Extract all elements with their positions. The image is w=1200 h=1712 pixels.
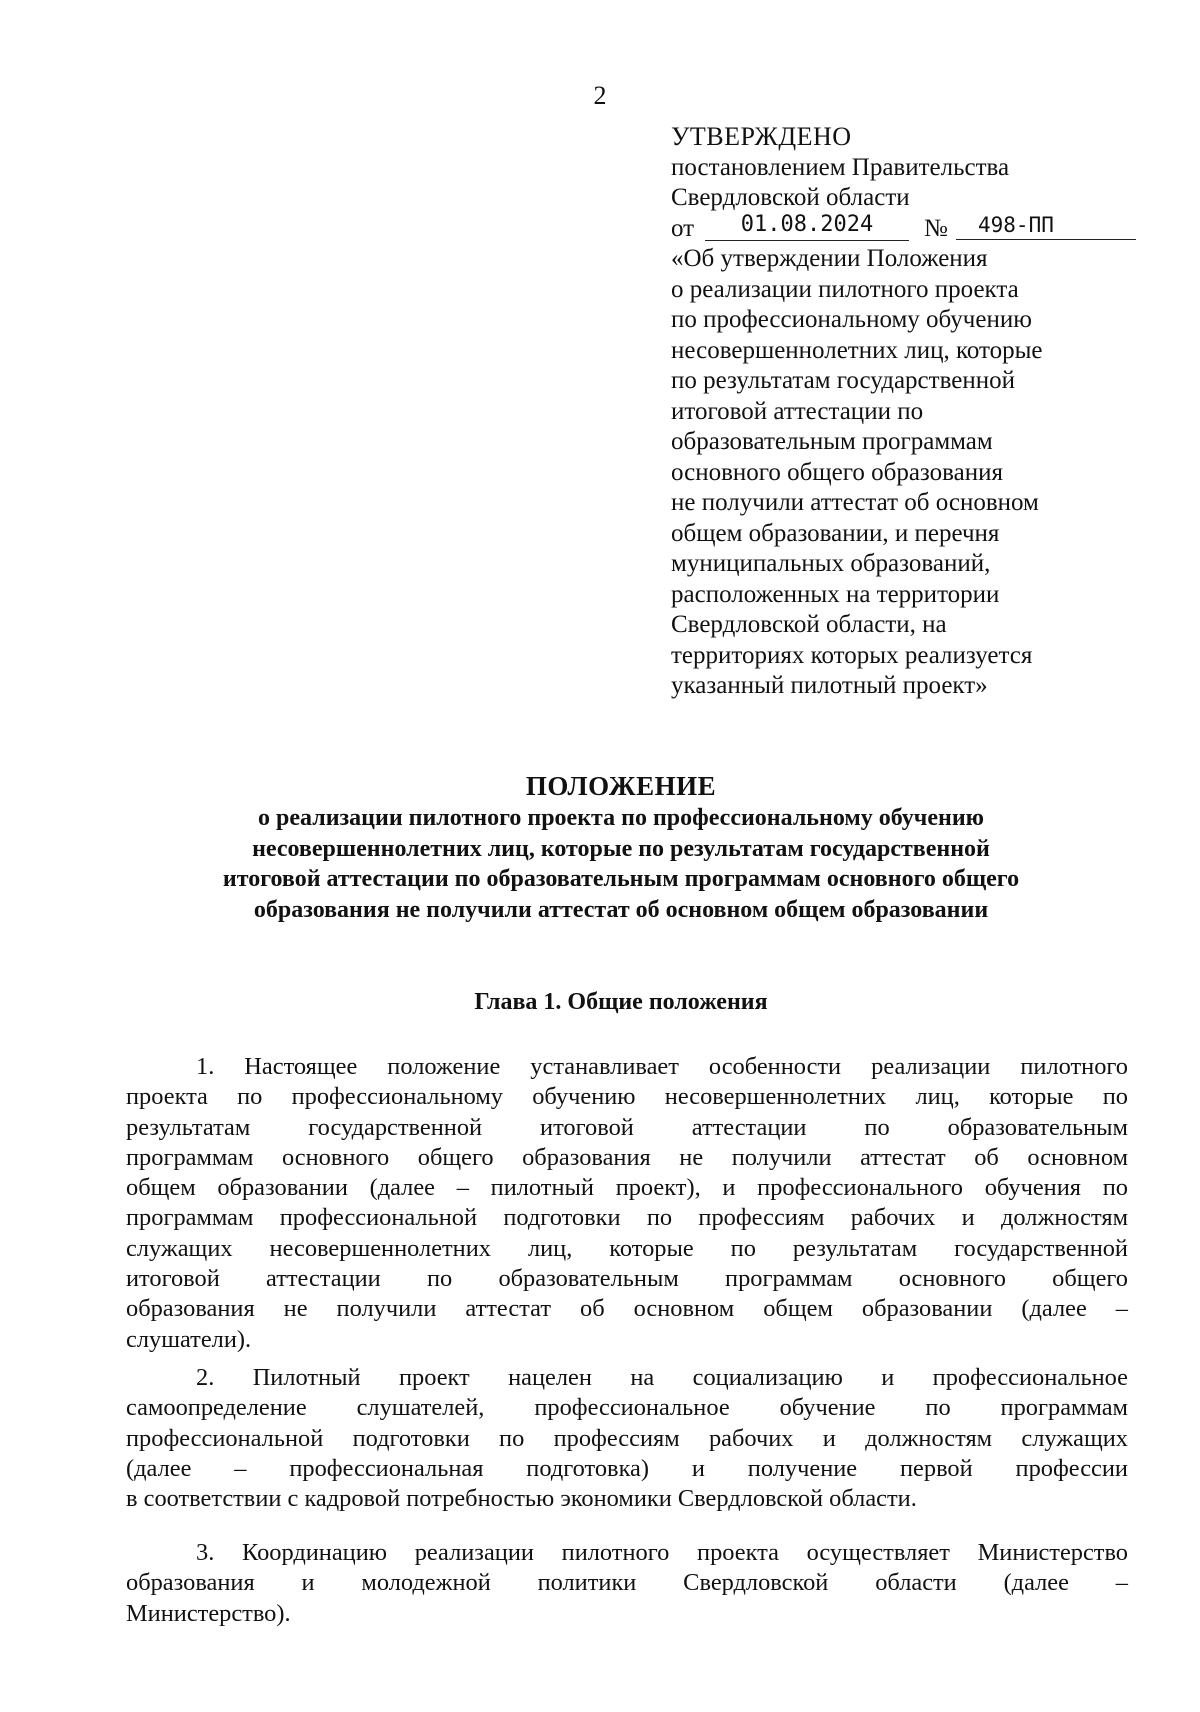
subtitle-line: несовершеннолетних лиц, которые по результатам государственной bbox=[252, 835, 990, 862]
from-label: от bbox=[671, 214, 695, 242]
paragraph-line: в соответствии с кадровой потребностью экономики Свердловской области. bbox=[126, 1485, 917, 1513]
number-label: № bbox=[924, 214, 948, 242]
subject-line: итоговой аттестации по bbox=[671, 397, 924, 425]
subtitle-line: образования не получили аттестат об основном общем образовании bbox=[253, 896, 989, 923]
subject-line: расположенных на территории bbox=[671, 580, 1000, 608]
paragraph-line: профессиональной подготовки по профессиям рабочих и должностям служащих bbox=[126, 1424, 1128, 1452]
paragraph-line: 3. Координацию реализации пилотного проекта осуществляет Министерство bbox=[196, 1539, 1128, 1566]
subject-line: муниципальных образований, bbox=[671, 550, 991, 577]
paragraph-line: проекта по профессиональному обучению несовершеннолетних лиц, которые по bbox=[126, 1083, 1128, 1111]
paragraph-line: Министерство). bbox=[126, 1599, 291, 1627]
approval-date: 01.08.2024 bbox=[705, 214, 909, 241]
paragraph-1 bbox=[126, 1052, 1128, 1355]
subtitle-line: итоговой аттестации по образовательным программам основного общего bbox=[222, 866, 1020, 892]
paragraph-3 bbox=[126, 1538, 1128, 1629]
subject-line: Свердловской области, на bbox=[671, 611, 947, 638]
subject-line: по профессиональному обучению bbox=[671, 306, 1032, 333]
paragraph-line: общем образовании (далее – пилотный проект), и профессионального обучения по bbox=[126, 1174, 1128, 1202]
subject-line: основного общего образования bbox=[671, 458, 1003, 486]
paragraph-line: образования и молодежной политики Свердловской области (далее – bbox=[126, 1569, 1128, 1597]
subject-line: несовершеннолетних лиц, которые bbox=[671, 336, 1043, 364]
paragraph-line: самоопределение слушателей, профессиональное обучение по программам bbox=[126, 1394, 1128, 1422]
paragraph-line: (далее – профессиональная подготовка) и получение первой профессии bbox=[126, 1454, 1128, 1482]
paragraph-line: служащих несовершеннолетних лиц, которые по результатам государственной bbox=[126, 1234, 1128, 1262]
subject-line: территориях которых реализуется bbox=[671, 641, 1033, 669]
approval-heading: УТВЕРЖДЕНО bbox=[671, 122, 852, 151]
paragraph-line: итоговой аттестации по образовательным программам основного общего bbox=[126, 1265, 1128, 1293]
subject-line: образовательным программам bbox=[671, 428, 993, 455]
subject-line: общем образовании, и перечня bbox=[671, 519, 1000, 547]
approval-number: 498-ПП bbox=[956, 214, 1136, 240]
document-title: ПОЛОЖЕНИЕ bbox=[525, 771, 717, 801]
subject-line: по результатам государственной bbox=[671, 367, 1015, 394]
paragraph-line: результатам государственной итоговой аттестации по образовательным bbox=[126, 1113, 1128, 1141]
chapter-title: Глава 1. Общие положения bbox=[474, 989, 768, 1015]
subtitle-line: о реализации пилотного проекта по профессиональному обучению bbox=[258, 805, 984, 831]
paragraph-line: слушатели). bbox=[126, 1325, 252, 1353]
paragraph-line: образования не получили аттестат об основном общем образовании (далее – bbox=[126, 1295, 1128, 1323]
subject-line: не получили аттестат об основном bbox=[671, 489, 1039, 516]
paragraph-line: 2. Пилотный проект нацелен на социализацию и профессиональное bbox=[196, 1364, 1128, 1391]
subject-line: указанный пилотный проект» bbox=[671, 672, 988, 699]
approval-date-row bbox=[671, 211, 1141, 245]
approval-line-2: Свердловской области bbox=[671, 184, 910, 211]
page-number: 2 bbox=[593, 81, 607, 110]
paragraph-2 bbox=[126, 1363, 1128, 1514]
paragraph-line: 1. Настоящее положение устанавливает особенности реализации пилотного bbox=[196, 1053, 1128, 1080]
paragraph-line: программам профессиональной подготовки по профессиям рабочих и должностям bbox=[126, 1204, 1128, 1232]
approval-block bbox=[671, 122, 1141, 702]
approval-line-1: постановлением Правительства bbox=[671, 153, 1010, 181]
subject-line: «Об утверждении Положения bbox=[671, 245, 988, 272]
subject-line: о реализации пилотного проекта bbox=[671, 275, 1019, 303]
paragraph-line: программам основного общего образования не получили аттестат об основном bbox=[126, 1143, 1128, 1171]
document-subtitle bbox=[120, 803, 1122, 925]
